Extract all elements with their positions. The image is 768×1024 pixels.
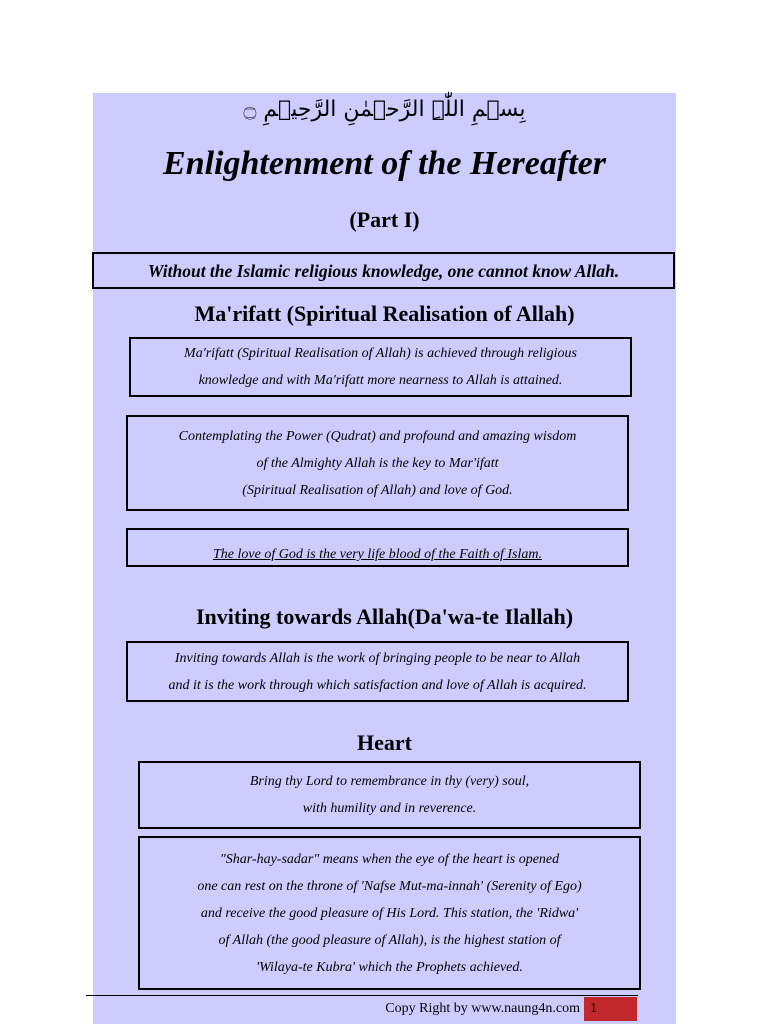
- inviting-box: [126, 641, 629, 702]
- heart-box-1: [138, 761, 641, 829]
- page-title: Enlightenment of the Hereafter: [163, 145, 606, 182]
- text-line: Inviting towards Allah is the work of bringing people to be near to Allah: [174, 650, 581, 666]
- page-number: 1: [584, 997, 637, 1021]
- text-line: with humility and in reverence.: [302, 801, 477, 816]
- text-line: Bring thy Lord to remembrance in thy (very) soul,: [249, 774, 530, 789]
- tagline-box: [92, 252, 675, 289]
- text-line: Contemplating the Power (Qudrat) and profound and amazing wisdom: [178, 428, 577, 444]
- text-line: of the Almighty Allah is the key to Mar'ifatt: [256, 455, 499, 471]
- tagline-text: Without the Islamic religious knowledge, one cannot know Allah.: [147, 260, 620, 281]
- text-line: and receive the good pleasure of His Lord. This station, the 'Ridwa': [200, 905, 579, 921]
- footer-divider: [86, 995, 638, 996]
- text-line: and it is the work through which satisfaction and love of Allah is acquired.: [168, 677, 587, 693]
- bismillah-heading: بِسۡمِ اللّٰہِ الرَّحۡمٰنِ الرَّحِیۡمِ ۝: [243, 97, 526, 122]
- text-line: The love of God is the very life blood of the Faith of Islam.: [213, 547, 542, 562]
- heart-box-2: [138, 836, 641, 990]
- marifatt-box-3: [126, 528, 629, 567]
- text-line: 'Wilaya-te Kubra' which the Prophets achieved.: [256, 959, 523, 975]
- section-heading-inviting: Inviting towards Allah(Da'wa-te Ilallah): [195, 604, 574, 629]
- text-line: knowledge and with Ma'rifatt more nearness to Allah is attained.: [198, 373, 563, 388]
- text-line: (Spiritual Realisation of Allah) and love of God.: [242, 482, 513, 498]
- section-heading-heart: Heart: [357, 730, 412, 755]
- text-line: one can rest on the throne of 'Nafse Mut-ma-innah' (Serenity of Ego): [197, 878, 582, 894]
- part-subtitle: (Part I): [349, 207, 420, 232]
- copyright-text: Copy Right by www.naung4n.com: [385, 1001, 580, 1016]
- text-line: "Shar-hay-sadar" means when the eye of the heart is opened: [219, 851, 560, 867]
- section-heading-marifatt: Ma'rifatt (Spiritual Realisation of Allah): [194, 301, 575, 326]
- text-line: of Allah (the good pleasure of Allah), is the highest station of: [218, 932, 561, 948]
- marifatt-box-2: [126, 415, 629, 511]
- marifatt-box-1: [129, 337, 632, 397]
- text-line: Ma'rifatt (Spiritual Realisation of Allah) is achieved through religious: [184, 346, 577, 361]
